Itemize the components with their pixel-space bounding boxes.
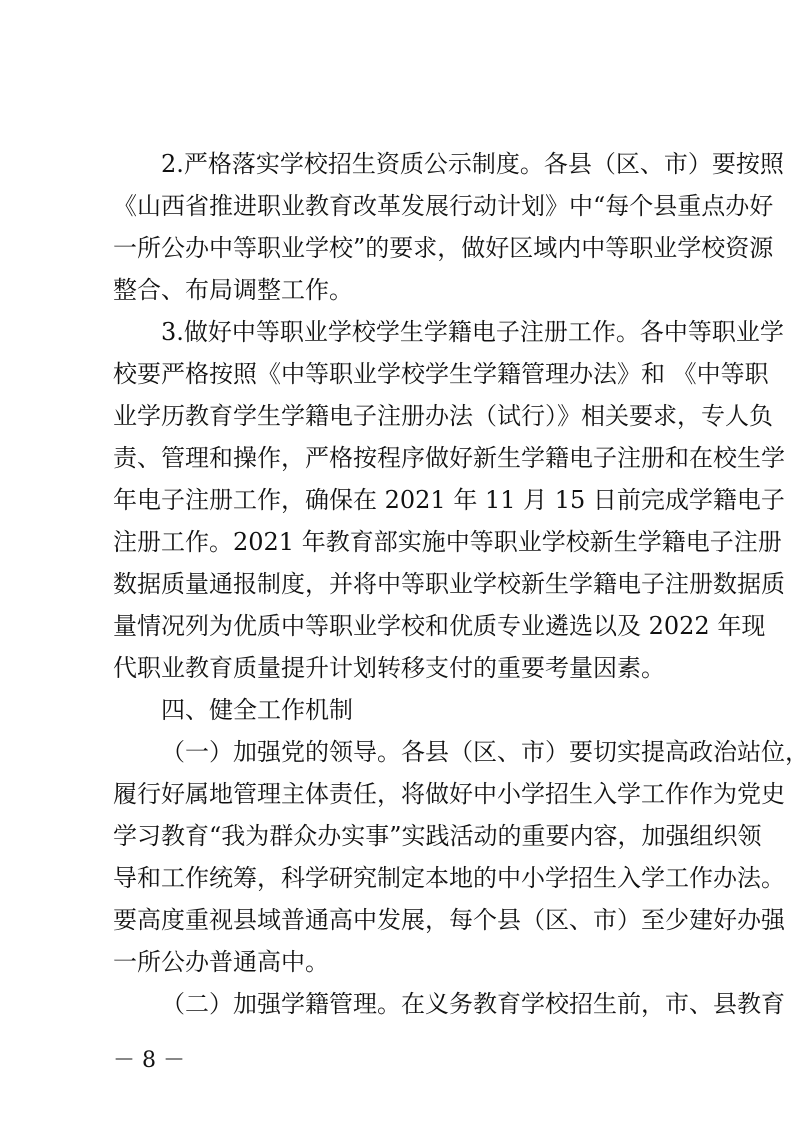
paragraph-line: 学习教育“我为群众办实事”实践活动的重要内容，加强组织领: [113, 822, 762, 850]
paragraph-line: 整合、布局调整工作。: [113, 276, 353, 304]
paragraph-line: 3.做好中等职业学校学生学籍电子注册工作。各中等职业学: [161, 318, 784, 346]
paragraph-line: 履行好属地管理主体责任，将做好中小学招生入学工作作为党史: [113, 780, 785, 808]
paragraph-line: 2.严格落实学校招生资质公示制度。各县（区、市）要按照: [161, 150, 784, 178]
paragraph-line: 一所公办中等职业学校”的要求，做好区域内中等职业学校资源: [113, 234, 774, 262]
paragraph-line: 导和工作统筹，科学研究制定本地的中小学招生入学工作办法。: [113, 864, 785, 892]
paragraph-line: 一所公办普通高中。: [113, 948, 329, 976]
paragraph-line: 量情况列为优质中等职业学校和优质专业遴选以及 2022 年现: [113, 612, 766, 640]
paragraph-line: 代职业教育质量提升计划转移支付的重要考量因素。: [113, 654, 665, 682]
paragraph-line: 业学历教育学生学籍电子注册办法（试行）》相关要求，专人负: [113, 402, 773, 430]
paragraph-line: 责、管理和操作，严格按程序做好新生学籍电子注册和在校生学: [113, 444, 785, 472]
paragraph-line: （一）加强党的领导。各县（区、市）要切实提高政治站位，: [161, 738, 809, 766]
paragraph-line: 注册工作。2021 年教育部实施中等职业学校新生学籍电子注册: [113, 528, 782, 556]
paragraph-line: （二）加强学籍管理。在义务教育学校招生前，市、县教育: [161, 990, 785, 1018]
paragraph-line: 《山西省推进职业教育改革发展行动计划》中“每个县重点办好: [113, 192, 774, 220]
paragraph-line: 校要严格按照《中等职业学校学生学籍管理办法》和 《中等职: [113, 360, 769, 388]
page-number: － 8 －: [113, 1048, 185, 1073]
paragraph-line: 数据质量通报制度，并将中等职业学校新生学籍电子注册数据质: [113, 570, 785, 598]
paragraph-line: 要高度重视县域普通高中发展，每个县（区、市）至少建好办强: [113, 906, 785, 934]
paragraph-line: 年电子注册工作，确保在 2021 年 11 月 15 日前完成学籍电子: [113, 486, 785, 514]
section-heading: 四、健全工作机制: [161, 696, 353, 724]
